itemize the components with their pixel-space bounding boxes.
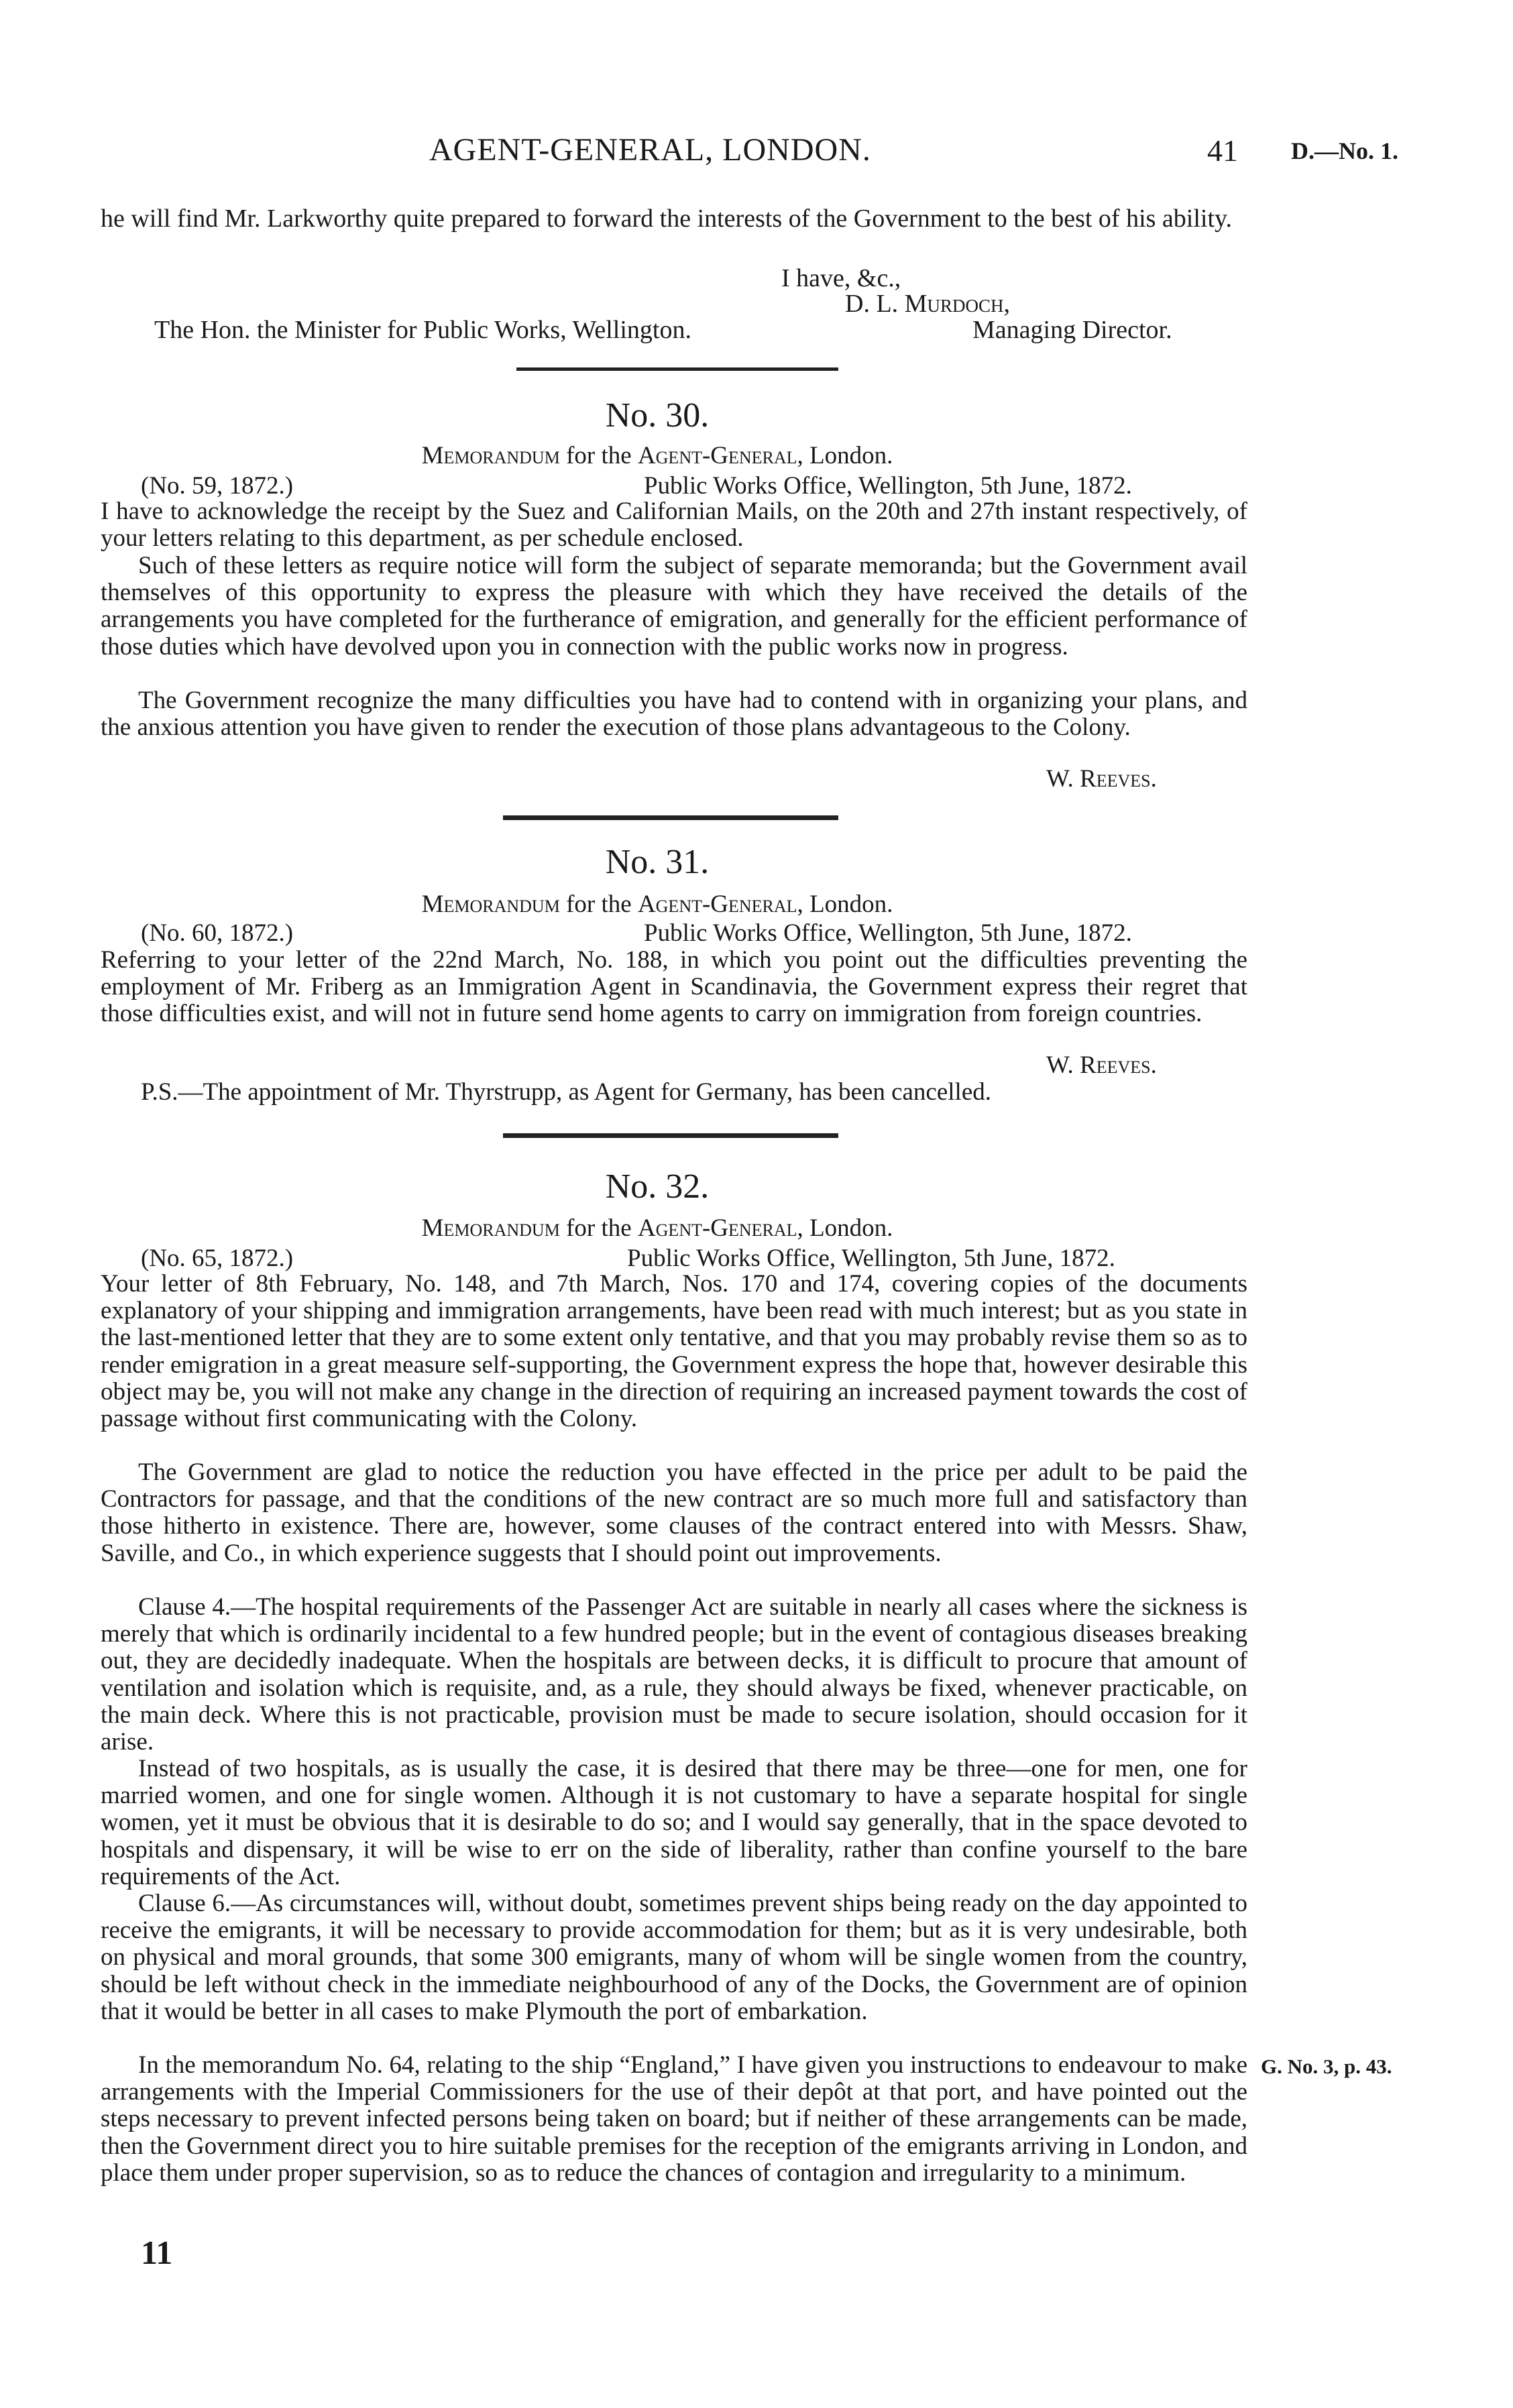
intro-signatory-title: Managing Director. (972, 316, 1172, 344)
memo-30-number: No. 30. (605, 396, 710, 435)
memo-agent-general: Agent-General, (637, 1214, 803, 1242)
memo-32-number: No. 32. (605, 1167, 710, 1206)
memo-agent-general: Agent-General, (637, 442, 803, 469)
memo-32-paragraph: Clause 4.—The hospital requirements of the Passenger Act are suitable in nearly all cases where the sickness is merely that which is ordinarily incidental to a few hundred people; but in the event of contagious diseases breaking out, they are decidedly inadequate. When the hospitals are between decks, it is difficult to procure that amount of ventilation and isolation which is requisite, and, as a rule, they should always be fixed, whenever practicable, on the main deck. Where this is not practicable, provision must be made to secure isolation, should occasion for it arise. (101, 1593, 1247, 1756)
intro-signatory: D. L. Murdoch, (845, 290, 1010, 318)
memo-place: London. (809, 1214, 893, 1242)
memo-31-place-date: Public Works Office, Wellington, 5th June, 1872. (644, 919, 1132, 947)
memo-word: Memorandum (421, 891, 560, 918)
memo-for-the: for the (566, 1214, 632, 1242)
memo-30-paragraph: Such of these letters as require notice will form the subject of separate memoranda; but the Government avail themselves of this opportunity to express the pleasure with which they have received the details of the arrangements you have completed for the furtherance of emigration, and generally for the efficient performance of those duties which have devolved upon you in connection with the public works now in progress. (101, 552, 1247, 661)
section-rule (503, 1133, 838, 1138)
memo-32-title (0, 1214, 1314, 1243)
memo-32-ref: (No. 65, 1872.) (141, 1245, 294, 1272)
memo-32-paragraph: Instead of two hospitals, as is usually the case, it is desired that there may be three—one for men, one for married women, and one for single women. Although it is not customary to have a separate hospital for single women, yet it must be obvious that it is desirable to do so; and I would say generally, that in the space devoted to hospitals and dispensary, it will be wise to err on the side of liberality, rather than confine yourself to the bare requirements of the Act. (101, 1755, 1247, 1890)
memo-30-place-date: Public Works Office, Wellington, 5th June, 1872. (644, 472, 1132, 500)
memo-agent-general: Agent-General, (637, 891, 803, 918)
memo-place: London. (809, 891, 893, 918)
memo-for-the: for the (566, 442, 632, 469)
memo-31-paragraph: Referring to your letter of the 22nd March, No. 188, in which you point out the difficulties preventing the employment of Mr. Friberg as an Immigration Agent in Scandinavia, the Government express their regret that those difficulties exist, and will not in future send home agents to carry on immigration from foreign countries. (101, 946, 1247, 1028)
running-head-title: AGENT-GENERAL, LONDON. (429, 132, 871, 168)
memo-31-postscript: P.S.—The appointment of Mr. Thyrstrupp, as Agent for Germany, has been cancelled. (141, 1078, 991, 1106)
memo-place: London. (809, 442, 893, 469)
memo-32-paragraph: In the memorandum No. 64, relating to the ship “England,” I have given you instructions to endeavour to make arrangements with the Imperial Commissioners for the use of their depôt at that port, and have pointed out the steps necessary to prevent infected persons being taken on board; but if neither of these arrangements can be made, then the Government direct you to hire suitable premises for the reception of the emigrants arriving in London, and place them under proper supervision, so as to reduce the chances of contagion and irregularity to a minimum. (101, 2051, 1247, 2187)
memo-31-number: No. 31. (605, 843, 710, 881)
signature-mark: 11 (141, 2234, 173, 2271)
memo-word: Memorandum (421, 1214, 560, 1242)
memo-32-paragraph: The Government are glad to notice the reduction you have effected in the price per adult to be paid the Contractors for passage, and that the conditions of the new contract are so much more full and satisfactory than those hitherto in existence. There are, however, some clauses of the contract entered into with Messrs. Shaw, Saville, and Co., in which experience suggests that I should point out improvements. (101, 1458, 1247, 1567)
memo-30-title (0, 441, 1314, 470)
memo-30-paragraph: The Government recognize the many difficulties you have had to contend with in organizing your plans, and the anxious attention you have given to render the execution of those plans advantageous to the Colony. (101, 687, 1247, 742)
page-number: 41 (1207, 133, 1238, 168)
document-reference: D.—No. 1. (1291, 137, 1398, 164)
memo-for-the: for the (566, 891, 632, 918)
section-rule (516, 367, 838, 371)
intro-closing: I have, &c., (781, 264, 901, 292)
memo-32-margin-note: G. No. 3, p. 43. (1261, 2055, 1392, 2078)
memo-31-signature: W. Reeves. (1046, 1051, 1157, 1079)
intro-continuation: he will find Mr. Larkworthy quite prepared to forward the interests of the Government to the best of his ability. (101, 205, 1233, 233)
memo-32-paragraph: Your letter of 8th February, No. 148, and 7th March, Nos. 170 and 174, covering copies of the documents explanatory of your shipping and immigration arrangements, have been read with much interest; but as you state in the last-mentioned letter that they are to some extent only tentative, and that you may probably revise them so as to render emigration in a great measure self-supporting, the Government express the hope that, however desirable this object may be, you will not make any change in the direction of requiring an increased payment towards the cost of passage without first communicating with the Colony. (101, 1270, 1247, 1433)
memo-31-ref: (No. 60, 1872.) (141, 919, 294, 947)
section-rule (503, 815, 838, 820)
intro-addressee: The Hon. the Minister for Public Works, Wellington. (154, 316, 691, 344)
memo-32-place-date: Public Works Office, Wellington, 5th June, 1872. (627, 1245, 1115, 1272)
memo-30-paragraph: I have to acknowledge the receipt by the Suez and Californian Mails, on the 20th and 27th instant respectively, of your letters relating to this department, as per schedule enclosed. (101, 498, 1247, 553)
memo-30-signature: W. Reeves. (1046, 765, 1157, 793)
memo-32-paragraph: Clause 6.—As circumstances will, without doubt, sometimes prevent ships being ready on the day appointed to receive the emigrants, it will be necessary to provide accommodation for them; but as it is very undesirable, both on physical and moral grounds, that some 300 emigrants, many of whom will be single women from the country, should be left without check in the immediate neighbourhood of any of the Docks, the Government are of opinion that it would be better in all cases to make Plymouth the port of embarkation. (101, 1890, 1247, 2025)
memo-30-ref: (No. 59, 1872.) (141, 472, 294, 500)
memo-word: Memorandum (421, 442, 560, 469)
memo-31-title (0, 890, 1314, 919)
